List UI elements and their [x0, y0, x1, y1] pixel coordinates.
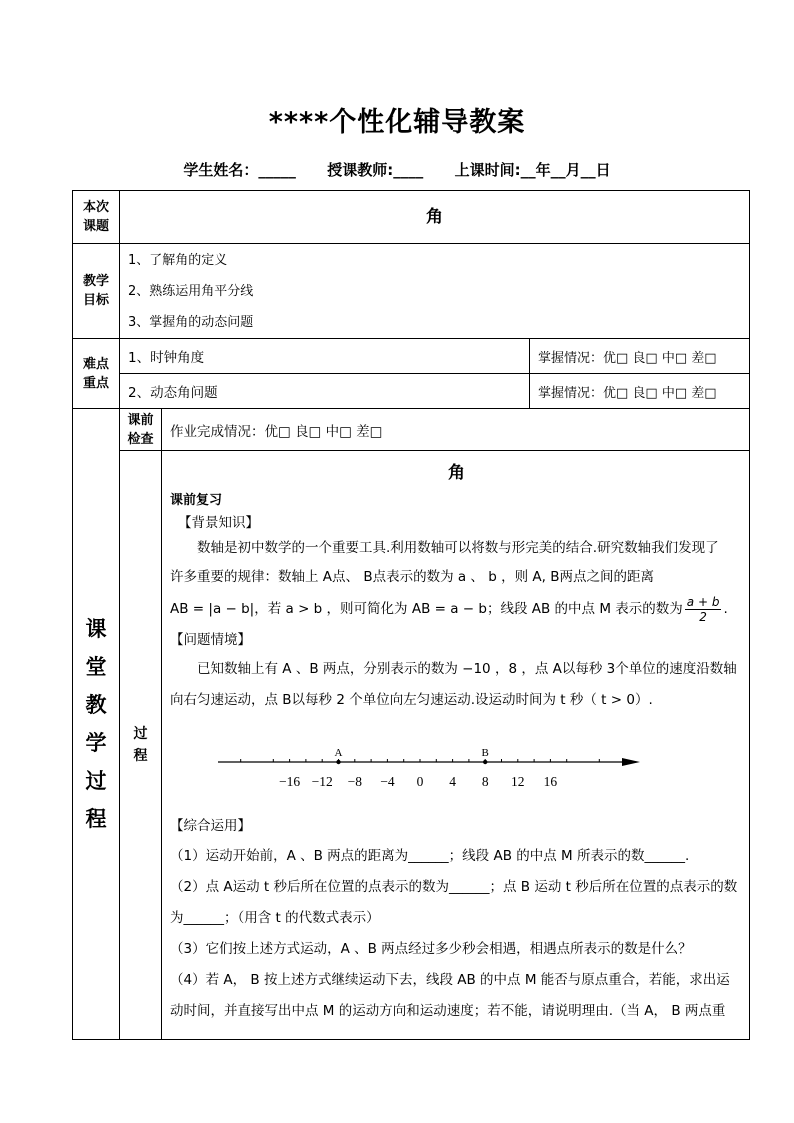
class-time-label: 上课时间:	[454, 161, 521, 179]
key-point-text: 2、动态角问题	[120, 374, 530, 409]
key-point-row	[73, 374, 750, 409]
teacher-blank: ____	[393, 161, 424, 179]
axis-arrow	[622, 758, 640, 766]
tick-label: −8	[347, 774, 362, 789]
tick-label: 0	[416, 774, 424, 789]
topic-value: 角	[120, 191, 750, 244]
problem-paragraph: 已知数轴上有 A 、B 两点，分别表示的数为 −10 ，8 ，点 A以每秒 3个单位的速度沿数轴	[197, 661, 737, 677]
background-heading: 【背景知识】	[178, 515, 259, 531]
lesson-plan-table	[72, 190, 750, 1040]
goal-item: 2、熟练运用角平分线	[128, 284, 254, 299]
topic-label: 本次 课题	[73, 191, 120, 244]
point-a-label: A	[334, 747, 343, 759]
student-name-label: 学生姓名：	[183, 161, 259, 179]
question-2: （2）点 A运动 t 秒后所在位置的点表示的数为______；点 B 运动 t 秒后所在位置的点表示的数	[170, 879, 738, 895]
page-title: ****个性化辅导教案	[268, 107, 526, 138]
precheck-row	[73, 409, 750, 451]
tick-label: 8	[481, 774, 489, 789]
problem-paragraph: 向右匀速运动，点 B以每秒 2 个单位向左匀速运动.设运动时间为 t 秒（ t > 0）.	[170, 692, 653, 708]
problem-heading: 【问题情境】	[170, 632, 251, 648]
tick-label: 16	[543, 774, 558, 789]
key-points-label: 难点 重点	[73, 339, 120, 409]
tick-label: 4	[449, 774, 456, 789]
question-2-cont: 为______；（用含 t 的代数式表示）	[170, 910, 380, 926]
goals-row	[73, 244, 750, 339]
number-line	[170, 716, 730, 811]
goals-label: 教学 目标	[73, 244, 120, 339]
content-title: 角	[448, 463, 465, 483]
tick-label: −12	[311, 774, 333, 789]
tick-label: −16	[279, 774, 301, 789]
question-3: （3）它们按上述方式运动，A 、B 两点经过多少秒会相遇，相遇点所表示的数是什么？	[170, 941, 692, 957]
apply-heading: 【综合运用】	[170, 818, 251, 834]
goal-item: 1、了解角的定义	[128, 253, 228, 268]
question-4: （4）若 A， B 按上述方式继续运动下去，线段 AB 的中点 M 能否与原点重合，若能，求出运	[170, 972, 730, 988]
key-point-mastery: 掌握情况：优□ 良□ 中□ 差□	[530, 374, 750, 409]
background-paragraph: AB = |a − b|，若 a > b ，则可简化为 AB = a − b；线段 AB 的中点 M 表示的数为 $\frac{a + b}{2}$ .	[170, 594, 728, 624]
goal-item: 3、掌握角的动态问题	[128, 315, 254, 330]
midpoint-fraction: $\frac{a + b}{2}$	[686, 594, 720, 624]
precheck-text: 作业完成情况：优□ 良□ 中□ 差□	[162, 409, 750, 451]
review-heading: 课前复习	[170, 493, 223, 508]
student-name-blank: _____	[258, 161, 296, 179]
info-line	[0, 159, 794, 180]
process-content	[162, 451, 750, 1040]
tick-label: 12	[511, 774, 525, 789]
point-b-label: B	[481, 747, 489, 759]
point-a-dot	[336, 760, 340, 764]
background-paragraph: 许多重要的规律：数轴上 A点、 B点表示的数为 a 、 b ，则 A, B两点之间的距离	[170, 569, 654, 585]
background-paragraph: 数轴是初中数学的一个重要工具.利用数轴可以将数与形完美的结合.研究数轴我们发现了	[197, 540, 719, 556]
key-point-mastery: 掌握情况：优□ 良□ 中□ 差□	[530, 339, 750, 374]
question-1: （1）运动开始前，A 、B 两点的距离为______；线段 AB 的中点 M 所表示的数______.	[170, 848, 690, 864]
teacher-label: 授课教师:	[327, 161, 394, 179]
key-point-row	[73, 339, 750, 374]
topic-row	[73, 191, 750, 244]
process-label: 过 程	[120, 451, 162, 1040]
tick-label: −4	[380, 774, 395, 789]
key-point-text: 1、时钟角度	[120, 339, 530, 374]
process-row	[73, 451, 750, 1040]
point-b-dot	[483, 760, 487, 764]
number-line-figure	[170, 716, 743, 811]
goals-list	[120, 244, 750, 339]
lesson-process-label: 课 堂 教 学 过 程	[73, 409, 120, 1040]
question-4-cont: 动时间，并直接写出中点 M 的运动方向和运动速度；若不能，请说明理由.（当 A， B 两点重	[170, 1003, 726, 1019]
class-time-value: __年__月__日	[520, 161, 611, 179]
precheck-label: 课前 检查	[120, 409, 162, 451]
